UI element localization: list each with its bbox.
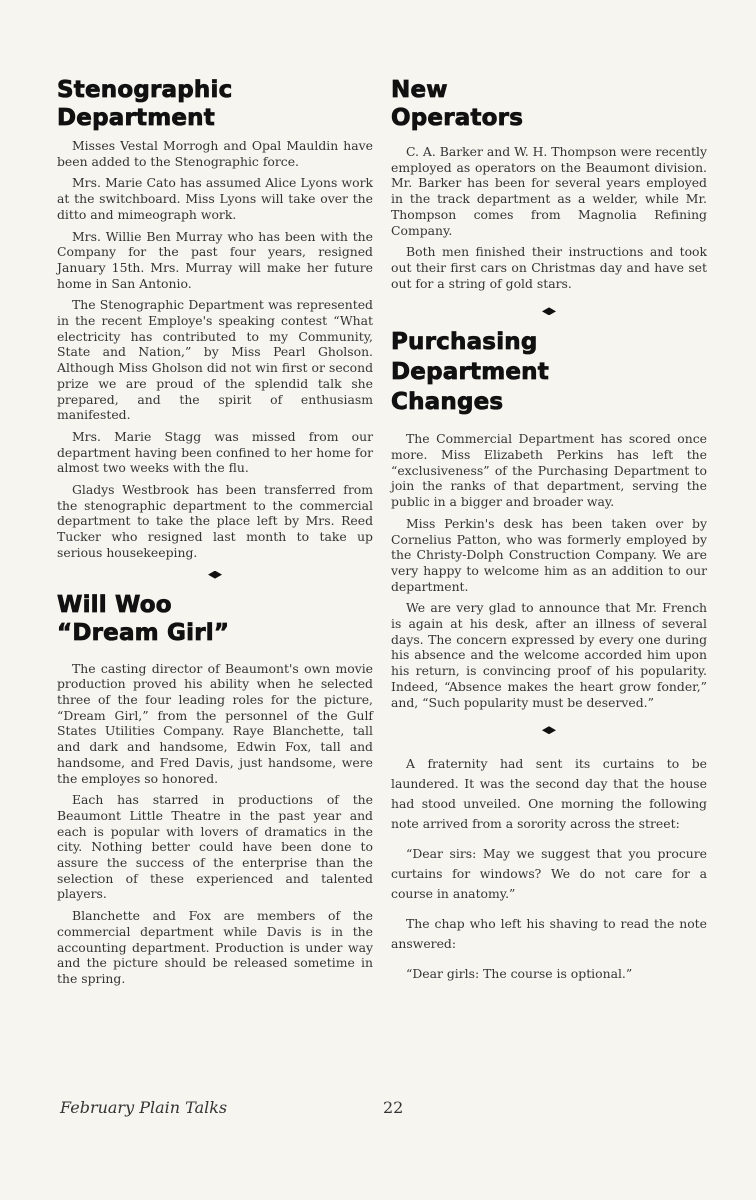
article-will-woo-dream-girl xyxy=(57,591,373,987)
paragraph: Mrs. Willie Ben Murray who has been with the Company for the past four years, resigned January 15th. Mrs. Murray will make her future home in San Antonio. xyxy=(57,228,373,291)
publication-title-footer: February Plain Talks xyxy=(60,1098,228,1117)
headline: Stenographic Department xyxy=(57,77,233,131)
diamond-divider-icon xyxy=(391,724,707,738)
article-purchasing-department-changes xyxy=(391,327,707,710)
right-column xyxy=(391,76,707,994)
headline: Will Woo “Dream Girl” xyxy=(57,591,230,646)
diamond-divider-icon xyxy=(391,305,707,319)
paragraph: Mrs. Marie Stagg was missed from our department having been confined to her home for almost two weeks with the flu. xyxy=(57,428,373,476)
paragraph: Miss Perkin's desk has been taken over by Cornelius Patton, who was formerly employed by the Christy-Dolph Construction Company. We are very happy to welcome him as an addition to our department. xyxy=(391,515,707,594)
paragraph: “Dear girls: The course is optional.” xyxy=(406,966,633,982)
paragraph: The casting director of Beaumont's own movie production proved his ability when he selected three of the four leading roles for the picture, “Dream Girl,” from the personnel of the Gulf States Utilities Company. Raye Blanchette, tall and dark and handsome, Edwin Fox, tall and handsome, and Fred Davis, just handsome, were the employes so honored. xyxy=(57,660,373,786)
headline: New Operators xyxy=(391,77,524,131)
paragraph: “Dear sirs: May we suggest that you procure curtains for windows? We do not care for a course in anatomy.” xyxy=(391,846,707,902)
headline: Purchasing Department Changes xyxy=(391,329,549,416)
page-number: 22 xyxy=(383,1098,404,1117)
paragraph: Both men finished their instructions and took out their first cars on Christmas day and have set out for a string of gold stars. xyxy=(391,244,707,291)
diamond-divider-icon xyxy=(57,569,373,583)
paragraph: We are very glad to announce that Mr. French is again at his desk, after an illness of several days. The concern expressed by every one during his absence and the welcome accorded him upon his return, is convincing proof of his popularity. Indeed, “Absence makes the heart grow fonder,” and, “Such popularity must be deserved.” xyxy=(391,600,707,710)
paragraph: C. A. Barker and W. H. Thompson were recently employed as operators on the Beaumont division. Mr. Barker has been for several years employed in the track department as a welder, while Mr. Thompson comes from Magnolia Refining Company. xyxy=(391,144,707,238)
article-fraternity-curtains-anecdote xyxy=(391,754,707,984)
paragraph: The Stenographic Department was represented in the recent Employe's speaking contest “What electricity has contributed to my Community, State and Nation,” by Miss Pearl Gholson. Although Miss Gholson did not win first or second prize we are proud of the splendid talk she prepared, and the spirit of enthusiasm manifested. xyxy=(57,297,373,423)
paragraph: Gladys Westbrook has been transferred from the stenographic department to the commercial department to take the place left by Mrs. Reed Tucker who resigned last month to take up serious housekeeping. xyxy=(57,482,373,560)
paragraph: Blanchette and Fox are members of the commercial department while Davis is in the accounting department. Production is under way and the picture should be released sometime in the spring. xyxy=(57,908,373,986)
paragraph: The Commercial Department has scored once more. Miss Elizabeth Perkins has left the “exclusiveness” of the Purchasing Department to join the ranks of that department, serving the public in a bigger and broader way. xyxy=(391,431,707,510)
left-column xyxy=(57,76,373,993)
paragraph: Each has starred in productions of the Beaumont Little Theatre in the past year and each is popular with lovers of dramatics in the city. Nothing better could have been done to assure the success of the enterprise than the selection of these experienced and talented players. xyxy=(57,792,373,902)
paragraph: A fraternity had sent its curtains to be laundered. It was the second day that the house had stood unveiled. One morning the following note arrived from a sorority across the street: xyxy=(391,756,707,832)
paragraph: Misses Vestal Morrogh and Opal Mauldin have been added to the Stenographic force. xyxy=(57,138,373,169)
paragraph: Mrs. Marie Cato has assumed Alice Lyons work at the switchboard. Miss Lyons will take over the ditto and mimeograph work. xyxy=(57,175,373,222)
article-new-operators xyxy=(391,76,707,291)
article-stenographic-department xyxy=(57,76,373,561)
paragraph: The chap who left his shaving to read the note answered: xyxy=(391,916,707,952)
